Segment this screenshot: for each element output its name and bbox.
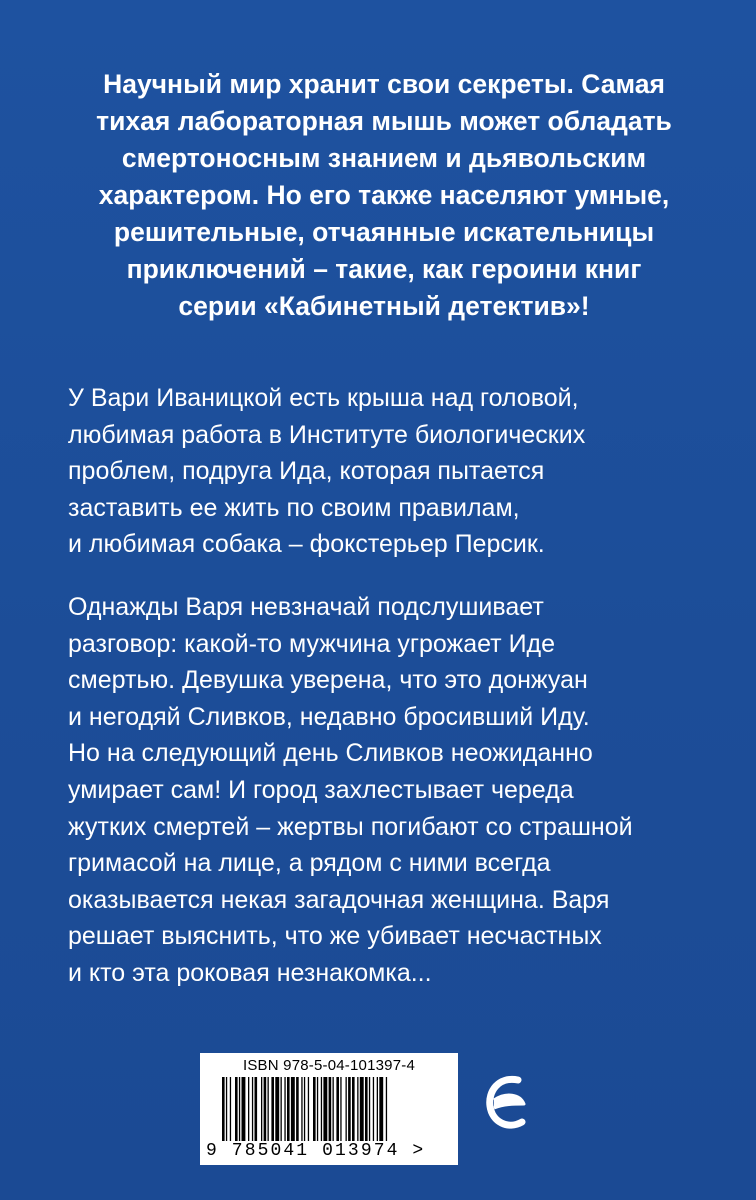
barcode-bar — [377, 1077, 378, 1141]
barcode-bar — [230, 1077, 231, 1141]
barcode-bar — [242, 1077, 246, 1141]
paragraph-line: жутких смертей – жертвы погибают со страшной — [68, 812, 633, 841]
barcode-bar — [226, 1077, 227, 1141]
paragraph-line: умирает сам! И город захлестывает череда — [68, 775, 574, 804]
blurb-line: серии «Кабинетный детектив»! — [178, 291, 590, 321]
paragraph-line: разговор: какой-то мужчина угрожает Иде — [68, 629, 556, 658]
barcode-bar — [352, 1077, 355, 1141]
barcode-bar — [252, 1077, 253, 1141]
barcode-bar — [313, 1077, 316, 1141]
blurb-line: решительные, отчаянные искательницы — [113, 217, 655, 247]
barcode-bar — [360, 1077, 364, 1141]
paragraph-line: оказывается некая загадочная женщина. Варя — [68, 885, 610, 914]
barcode-bar — [321, 1077, 322, 1141]
barcode-bar — [296, 1077, 299, 1141]
barcode-bar — [235, 1077, 238, 1141]
paragraph-line: У Вари Иваницкой есть крыша над головой, — [68, 384, 579, 412]
barcode-bar — [284, 1077, 285, 1141]
barcode-bar — [365, 1077, 368, 1141]
barcode-bar — [264, 1077, 267, 1141]
barcode-bar — [271, 1077, 274, 1141]
barcode-bar — [275, 1077, 279, 1141]
eksmo-e-logo-icon — [484, 1070, 530, 1134]
barcode-bar — [379, 1077, 383, 1141]
paragraph-line: и кто эта роковая незнакомка... — [68, 958, 432, 987]
barcode-bar — [239, 1077, 240, 1141]
barcode-bar — [222, 1077, 225, 1141]
isbn-label: ISBN 978-5-04-101397-4 — [242, 1057, 415, 1074]
paragraph-line: проблем, подруга Ида, которая пытается — [68, 457, 545, 486]
barcode-bar — [357, 1077, 358, 1141]
blurb-text — [56, 66, 712, 325]
blurb-line: характером. Но его также населяют умные, — [98, 180, 670, 210]
isbn-barcode — [200, 1053, 458, 1165]
synopsis-paragraph-2 — [68, 589, 728, 992]
blurb-line: смертоносным знанием и дьявольским — [121, 143, 647, 173]
barcode-bar — [336, 1077, 339, 1141]
barcode-bar — [301, 1077, 302, 1141]
barcode-bar — [333, 1077, 334, 1141]
barcode-bar — [287, 1077, 290, 1141]
paragraph-line: заставить ее жить по своим правилам, — [68, 493, 520, 522]
paragraph-line: и негодяй Сливков, недавно бросивший Иду. — [68, 702, 590, 731]
blurb-line: Научный мир хранит свои секреты. Самая — [103, 69, 665, 99]
barcode-bar — [348, 1077, 351, 1141]
paragraph-line: смертью. Девушка уверена, что это донжуан — [68, 666, 588, 695]
barcode-bar — [304, 1077, 305, 1141]
barcode-bar — [386, 1077, 387, 1141]
barcode-bar — [261, 1077, 262, 1141]
paragraph-line: и любимая собака – фокстерьер Персик. — [68, 530, 545, 559]
barcode-bar — [248, 1077, 249, 1141]
barcode-digits: 9 785041 013974 > — [206, 1141, 426, 1161]
barcode-bar — [255, 1077, 258, 1141]
blurb-line: тихая лабораторная мышь может обладать — [96, 106, 672, 136]
barcode-bar — [373, 1077, 374, 1141]
barcode-bar — [317, 1077, 318, 1141]
paragraph-line: решает выяснить, что же убивает несчастных — [68, 922, 602, 951]
paragraph-line: Однажды Варя невзначай подслушивает — [68, 593, 544, 621]
barcode-bar — [340, 1077, 341, 1141]
paragraph-line: Но на следующий день Сливков неожиданно — [68, 739, 593, 768]
barcode-bar — [268, 1077, 269, 1141]
barcode-bar — [369, 1077, 370, 1141]
paragraph-line: любимая работа в Институте биологических — [68, 420, 586, 449]
paragraph-line: гримасой на лице, а рядом с ними всегда — [68, 849, 551, 878]
barcode-bar — [308, 1077, 309, 1141]
barcode-bar — [329, 1077, 332, 1141]
barcode-bar — [281, 1077, 282, 1141]
barcode-bars — [222, 1077, 438, 1141]
synopsis-paragraph-1 — [68, 380, 728, 563]
barcode-bar — [323, 1077, 327, 1141]
barcode-bar — [291, 1077, 295, 1141]
blurb-line: приключений – такие, как героини книг — [126, 254, 642, 284]
barcode-bar — [346, 1077, 347, 1141]
